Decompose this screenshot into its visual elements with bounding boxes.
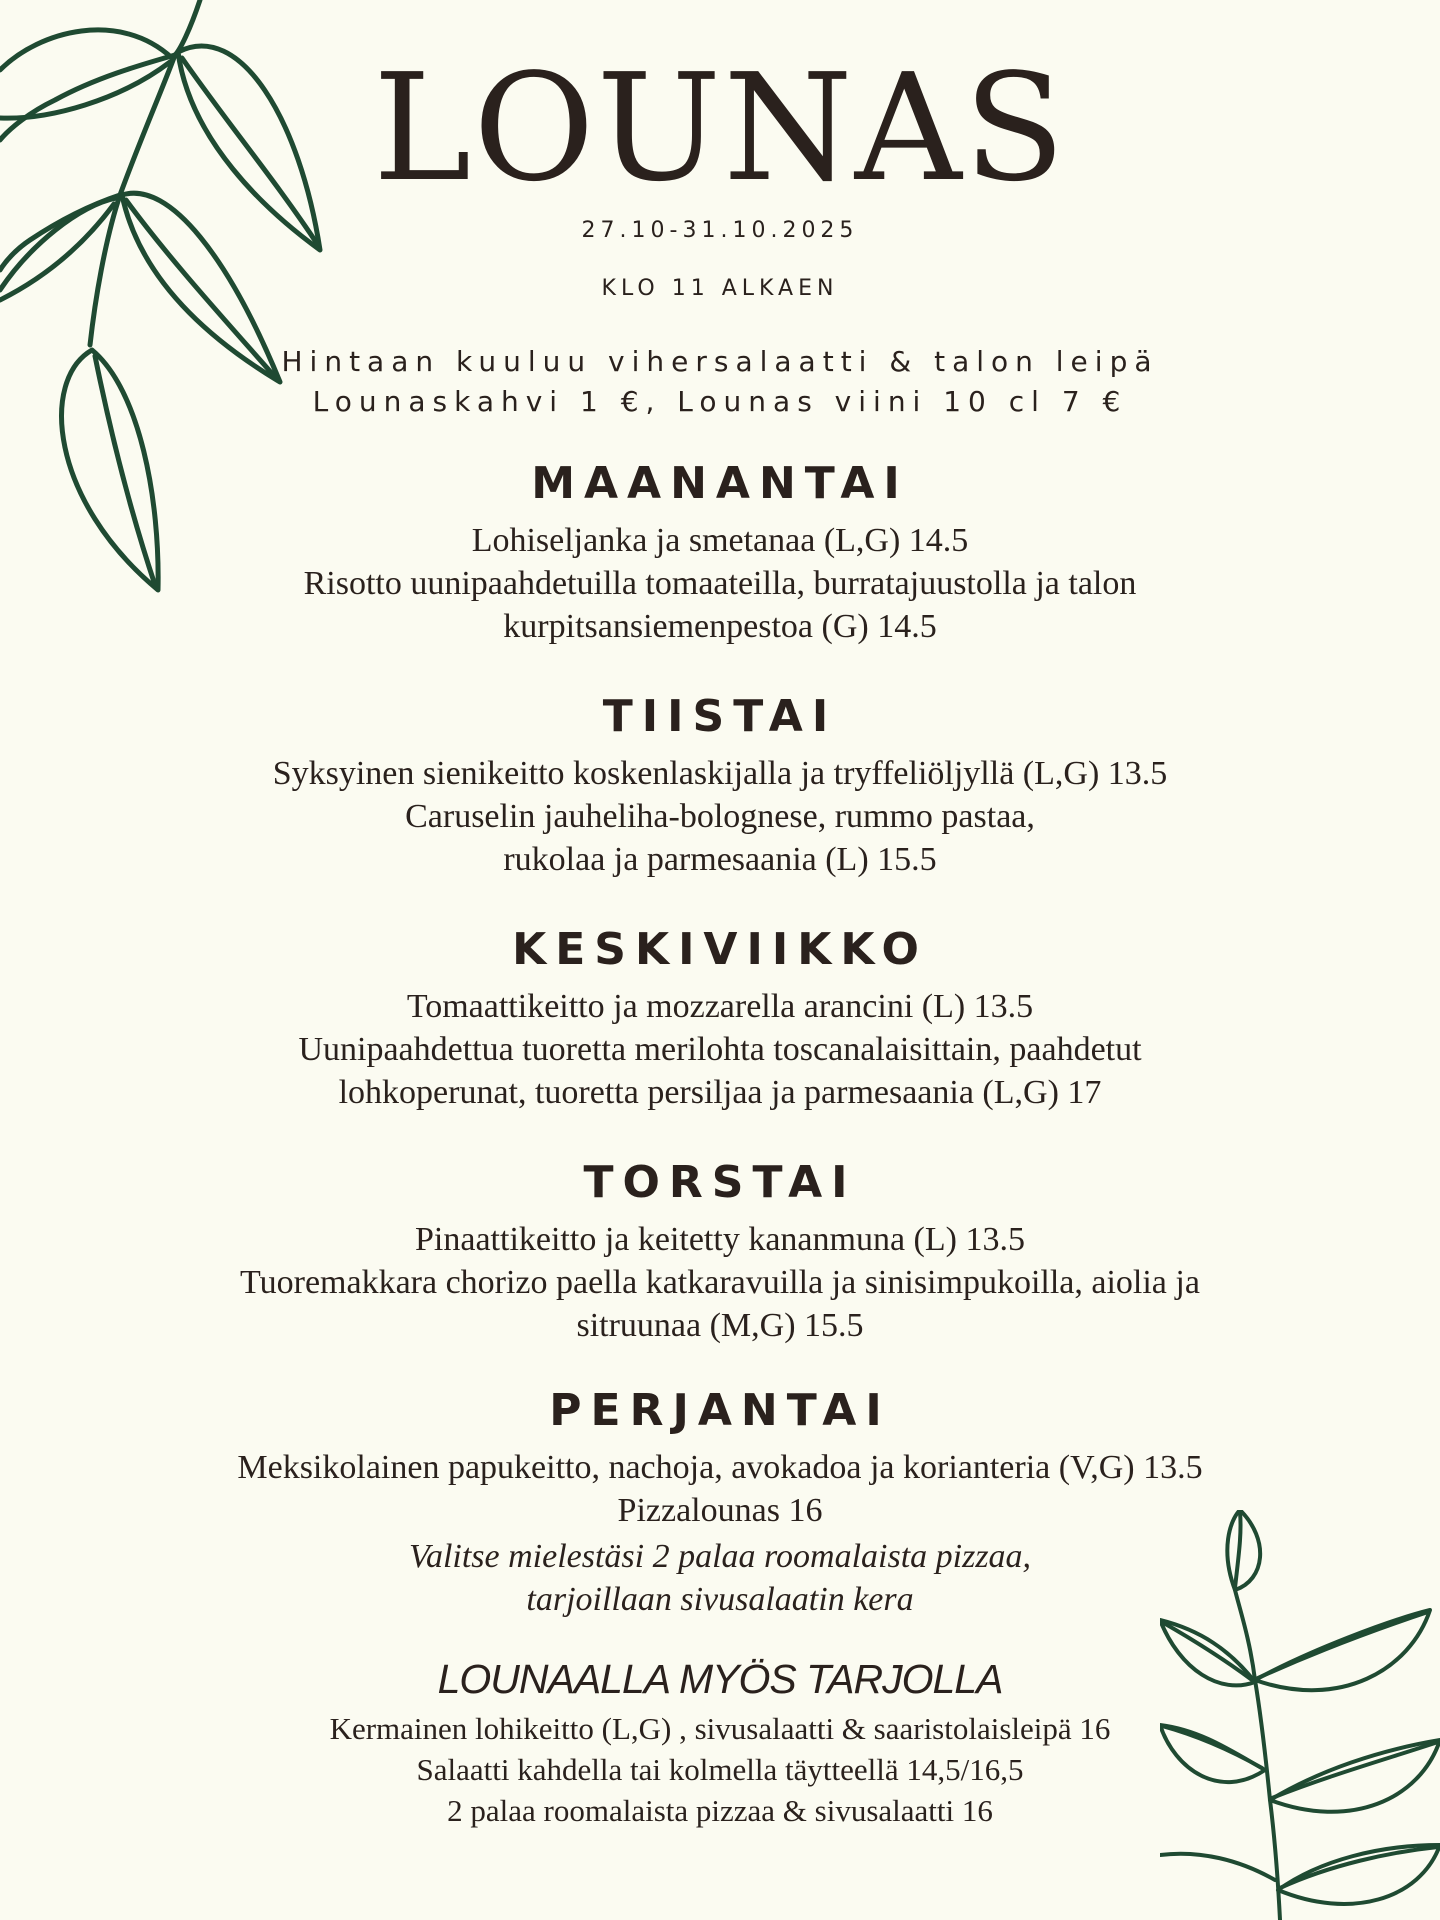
- dish-line: Meksikolainen papukeitto, nachoja, avokadoa ja korianteria (V,G) 13.5: [237, 1449, 1203, 1486]
- date-range: 27.10-31.10.2025: [581, 218, 859, 243]
- day-heading-monday: MAANANTAI: [531, 458, 909, 509]
- dish-line: Pinaattikeitto ja keitetty kananmuna (L) 13.5: [415, 1221, 1025, 1258]
- dish-line: Caruselin jauheliha-bolognese, rummo pastaa,: [405, 798, 1035, 835]
- dish-line: Tomaattikeitto ja mozzarella arancini (L) 13.5: [406, 988, 1034, 1025]
- dish-line: Lohiseljanka ja smetanaa (L,G) 14.5: [471, 522, 969, 559]
- serving-time: KLO 11 ALKAEN: [601, 276, 839, 301]
- extra-offer-line: 2 palaa roomalaista pizzaa & sivusalaatti 16: [447, 1793, 993, 1828]
- dish-line: Uunipaahdettua tuoretta merilohta toscanalaisittain, paahdetut: [298, 1031, 1142, 1068]
- page-title: LOUNAS: [372, 42, 1068, 214]
- extra-offer-line: Salaatti kahdella tai kolmella täytteellä 14,5/16,5: [416, 1752, 1024, 1787]
- day-heading-friday: PERJANTAI: [549, 1385, 891, 1436]
- dish-note-line: tarjoillaan sivusalaatin kera: [526, 1581, 914, 1618]
- dish-line: Syksyinen sienikeitto koskenlaskijalla ja tryffeliöljyllä (L,G) 13.5: [272, 755, 1168, 792]
- extra-offer-line: Kermainen lohikeitto (L,G) , sivusalaatti & saaristolaisleipä 16: [329, 1711, 1111, 1746]
- dish-line: Tuoremakkara chorizo paella katkaravuilla ja sinisimpukoilla, aiolia ja: [240, 1264, 1200, 1301]
- dish-line: lohkoperunat, tuoretta persiljaa ja parmesaania (L,G) 17: [338, 1074, 1102, 1111]
- drinks-info-line: Lounaskahvi 1 €, Lounas viini 10 cl 7 €: [312, 385, 1128, 418]
- dish-line: Pizzalounas 16: [617, 1492, 823, 1529]
- dish-line: Risotto uunipaahdetuilla tomaateilla, burratajuustolla ja talon: [303, 565, 1137, 602]
- dish-line: kurpitsansiemenpestoa (G) 14.5: [503, 608, 937, 645]
- price-info-line: Hintaan kuuluu vihersalaatti & talon leipä: [281, 345, 1159, 378]
- dish-note-line: Valitse mielestäsi 2 palaa roomalaista pizzaa,: [408, 1538, 1032, 1575]
- day-heading-tuesday: TIISTAI: [602, 691, 838, 742]
- extra-offer-heading: LOUNAALLA MYÖS TARJOLLA: [437, 1656, 1003, 1702]
- dish-line: sitruunaa (M,G) 15.5: [576, 1307, 864, 1344]
- day-heading-thursday: TORSTAI: [583, 1157, 857, 1208]
- day-heading-wednesday: KESKIVIIKKO: [512, 924, 928, 975]
- dish-line: rukolaa ja parmesaania (L) 15.5: [503, 841, 937, 878]
